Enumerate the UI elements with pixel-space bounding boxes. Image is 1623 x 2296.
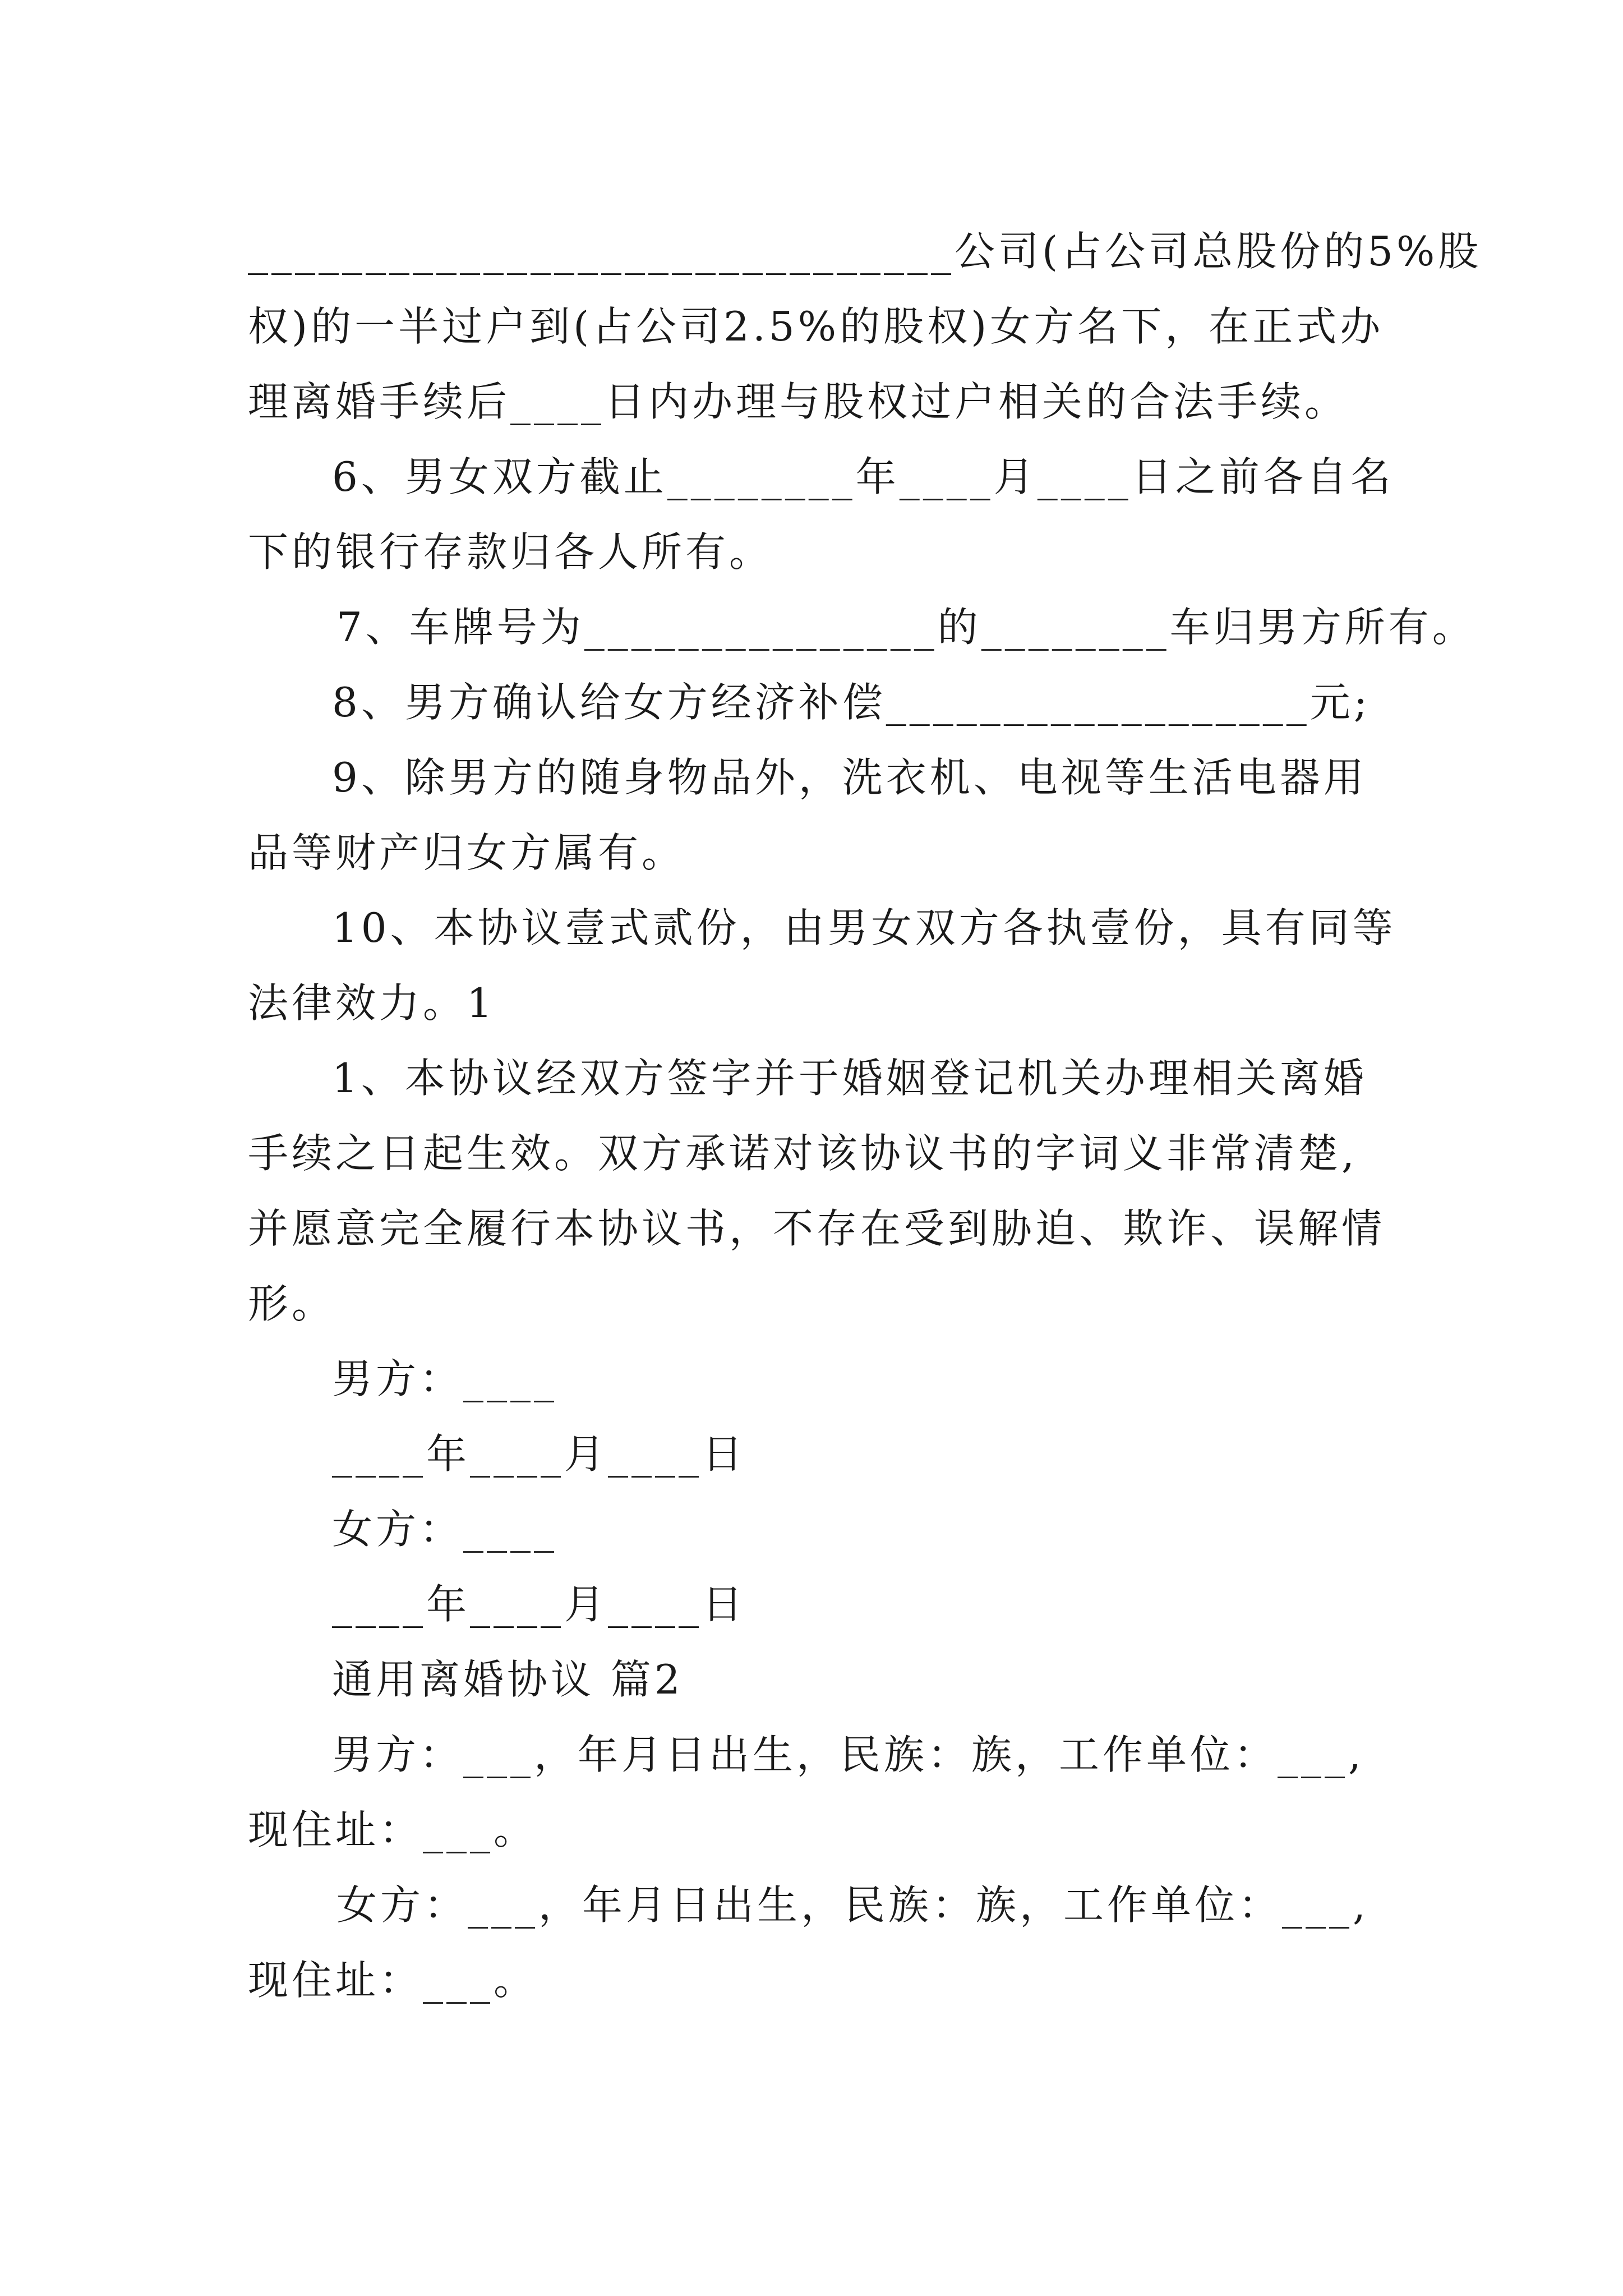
- text-line-3: 理离婚手续后____日内办理与股权过户相关的合法手续。: [248, 378, 1349, 425]
- text-line-12: 1、本协议经双方签字并于婚姻登记机关办理相关离婚: [332, 1055, 1367, 1102]
- signature-man: 男方：____: [332, 1355, 558, 1402]
- text-line-22: 现住址：___。: [248, 1806, 538, 1853]
- text-line-15: 形。: [248, 1280, 336, 1327]
- text-line-10: 10、本协议壹式贰份，由男女双方各执壹份，具有同等: [332, 904, 1396, 951]
- text-line-5: 下的银行存款归各人所有。: [248, 528, 773, 576]
- text-line-6: 7、车牌号为_______________的________车归男方所有。: [336, 604, 1476, 651]
- text-line-14: 并愿意完全履行本协议书，不存在受到胁迫、欺诈、误解情: [248, 1205, 1386, 1252]
- text-line-24: 现住址：___。: [248, 1957, 538, 2004]
- signature-date-woman: ____年____月____日: [332, 1581, 746, 1628]
- text-line-13: 手续之日起生效。双方承诺对该协议书的字词义非常清楚,: [248, 1130, 1358, 1177]
- section-heading: 通用离婚协议 篇2: [332, 1656, 684, 1703]
- text-line-11: 法律效力。1: [248, 979, 496, 1027]
- signature-date-man: ____年____月____日: [332, 1430, 746, 1478]
- text-line-2: 权)的一半过户到(占公司2.5%的股权)女方名下，在正式办: [248, 303, 1384, 350]
- text-line-9: 品等财产归女方属有。: [248, 829, 686, 876]
- text-line-4: 6、男女双方截止________年____月____日之前各自名: [332, 453, 1394, 500]
- text-line-23: 女方：___，年月日出生，民族：族，工作单位：___,: [336, 1881, 1369, 1929]
- signature-woman: 女方：____: [332, 1506, 558, 1553]
- text-line-7: 8、男方确认给女方经济补偿__________________元;: [332, 679, 1371, 726]
- text-line-1: ______________________________公司(占公司总股份的5%股: [248, 228, 1482, 275]
- text-line-8: 9、除男方的随身物品外，洗衣机、电视等生活电器用: [332, 754, 1367, 801]
- text-line-21: 男方：___，年月日出生，民族：族，工作单位：___,: [332, 1731, 1364, 1778]
